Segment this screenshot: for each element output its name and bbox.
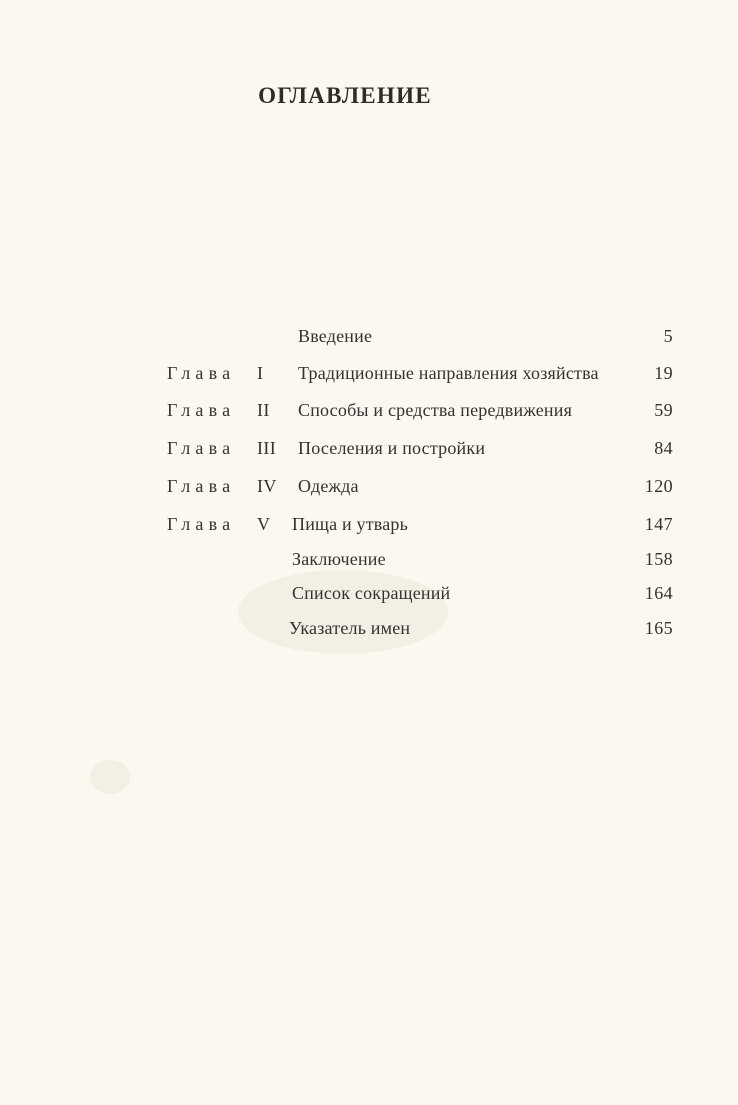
chapter-word: Глава: [167, 400, 236, 420]
toc-row: [0, 510, 738, 538]
chapter-number: I: [257, 363, 264, 383]
chapter-number: II: [257, 400, 270, 420]
toc-entry-title: Заключение: [292, 549, 386, 569]
toc-entry-title: Способы и средства передвижения: [298, 400, 573, 420]
toc-row: [0, 434, 738, 462]
toc-page-number: 5: [663, 326, 673, 346]
toc-page-number: 165: [644, 618, 673, 638]
chapter-word: Глава: [167, 476, 236, 496]
toc-page-number: 158: [644, 549, 673, 569]
toc-page-number: 84: [654, 438, 673, 458]
chapter-word: Глава: [167, 363, 236, 383]
toc-entry-title: Пища и утварь: [292, 514, 409, 534]
toc-page-number: 120: [644, 476, 673, 496]
toc-chapter-label: [167, 359, 279, 387]
toc-row: [0, 545, 738, 573]
chapter-word: Глава: [167, 514, 236, 534]
toc-row: [0, 614, 738, 642]
toc-page-number: 147: [644, 514, 673, 534]
toc-page-number: 59: [654, 400, 673, 420]
toc-entry-title: Список сокращений: [292, 583, 451, 603]
toc-page-number: 164: [644, 583, 673, 603]
toc-chapter-label: [167, 472, 279, 500]
toc-row: [0, 359, 738, 387]
chapter-number: IV: [257, 476, 277, 496]
toc-chapter-label: [167, 396, 279, 424]
chapter-number: V: [257, 514, 271, 534]
toc-entry-title: Традиционные направления хозяйства: [298, 363, 599, 383]
toc-row: [0, 396, 738, 424]
toc-chapter-label: [167, 510, 279, 538]
toc-row: [0, 472, 738, 500]
toc-entry-title: Поселения и постройки: [298, 438, 486, 458]
chapter-word: Глава: [167, 438, 236, 458]
page-title: ОГЛАВЛЕНИЕ: [258, 83, 432, 109]
toc-entry-title: Введение: [298, 326, 373, 346]
toc-chapter-label: [167, 434, 279, 462]
toc-entry-title: Одежда: [298, 476, 359, 496]
toc-row: [0, 322, 738, 350]
toc-page-number: 19: [654, 363, 673, 383]
toc-row: [0, 579, 738, 607]
toc-entry-title: Указатель имен: [289, 618, 411, 638]
chapter-number: III: [257, 438, 277, 458]
